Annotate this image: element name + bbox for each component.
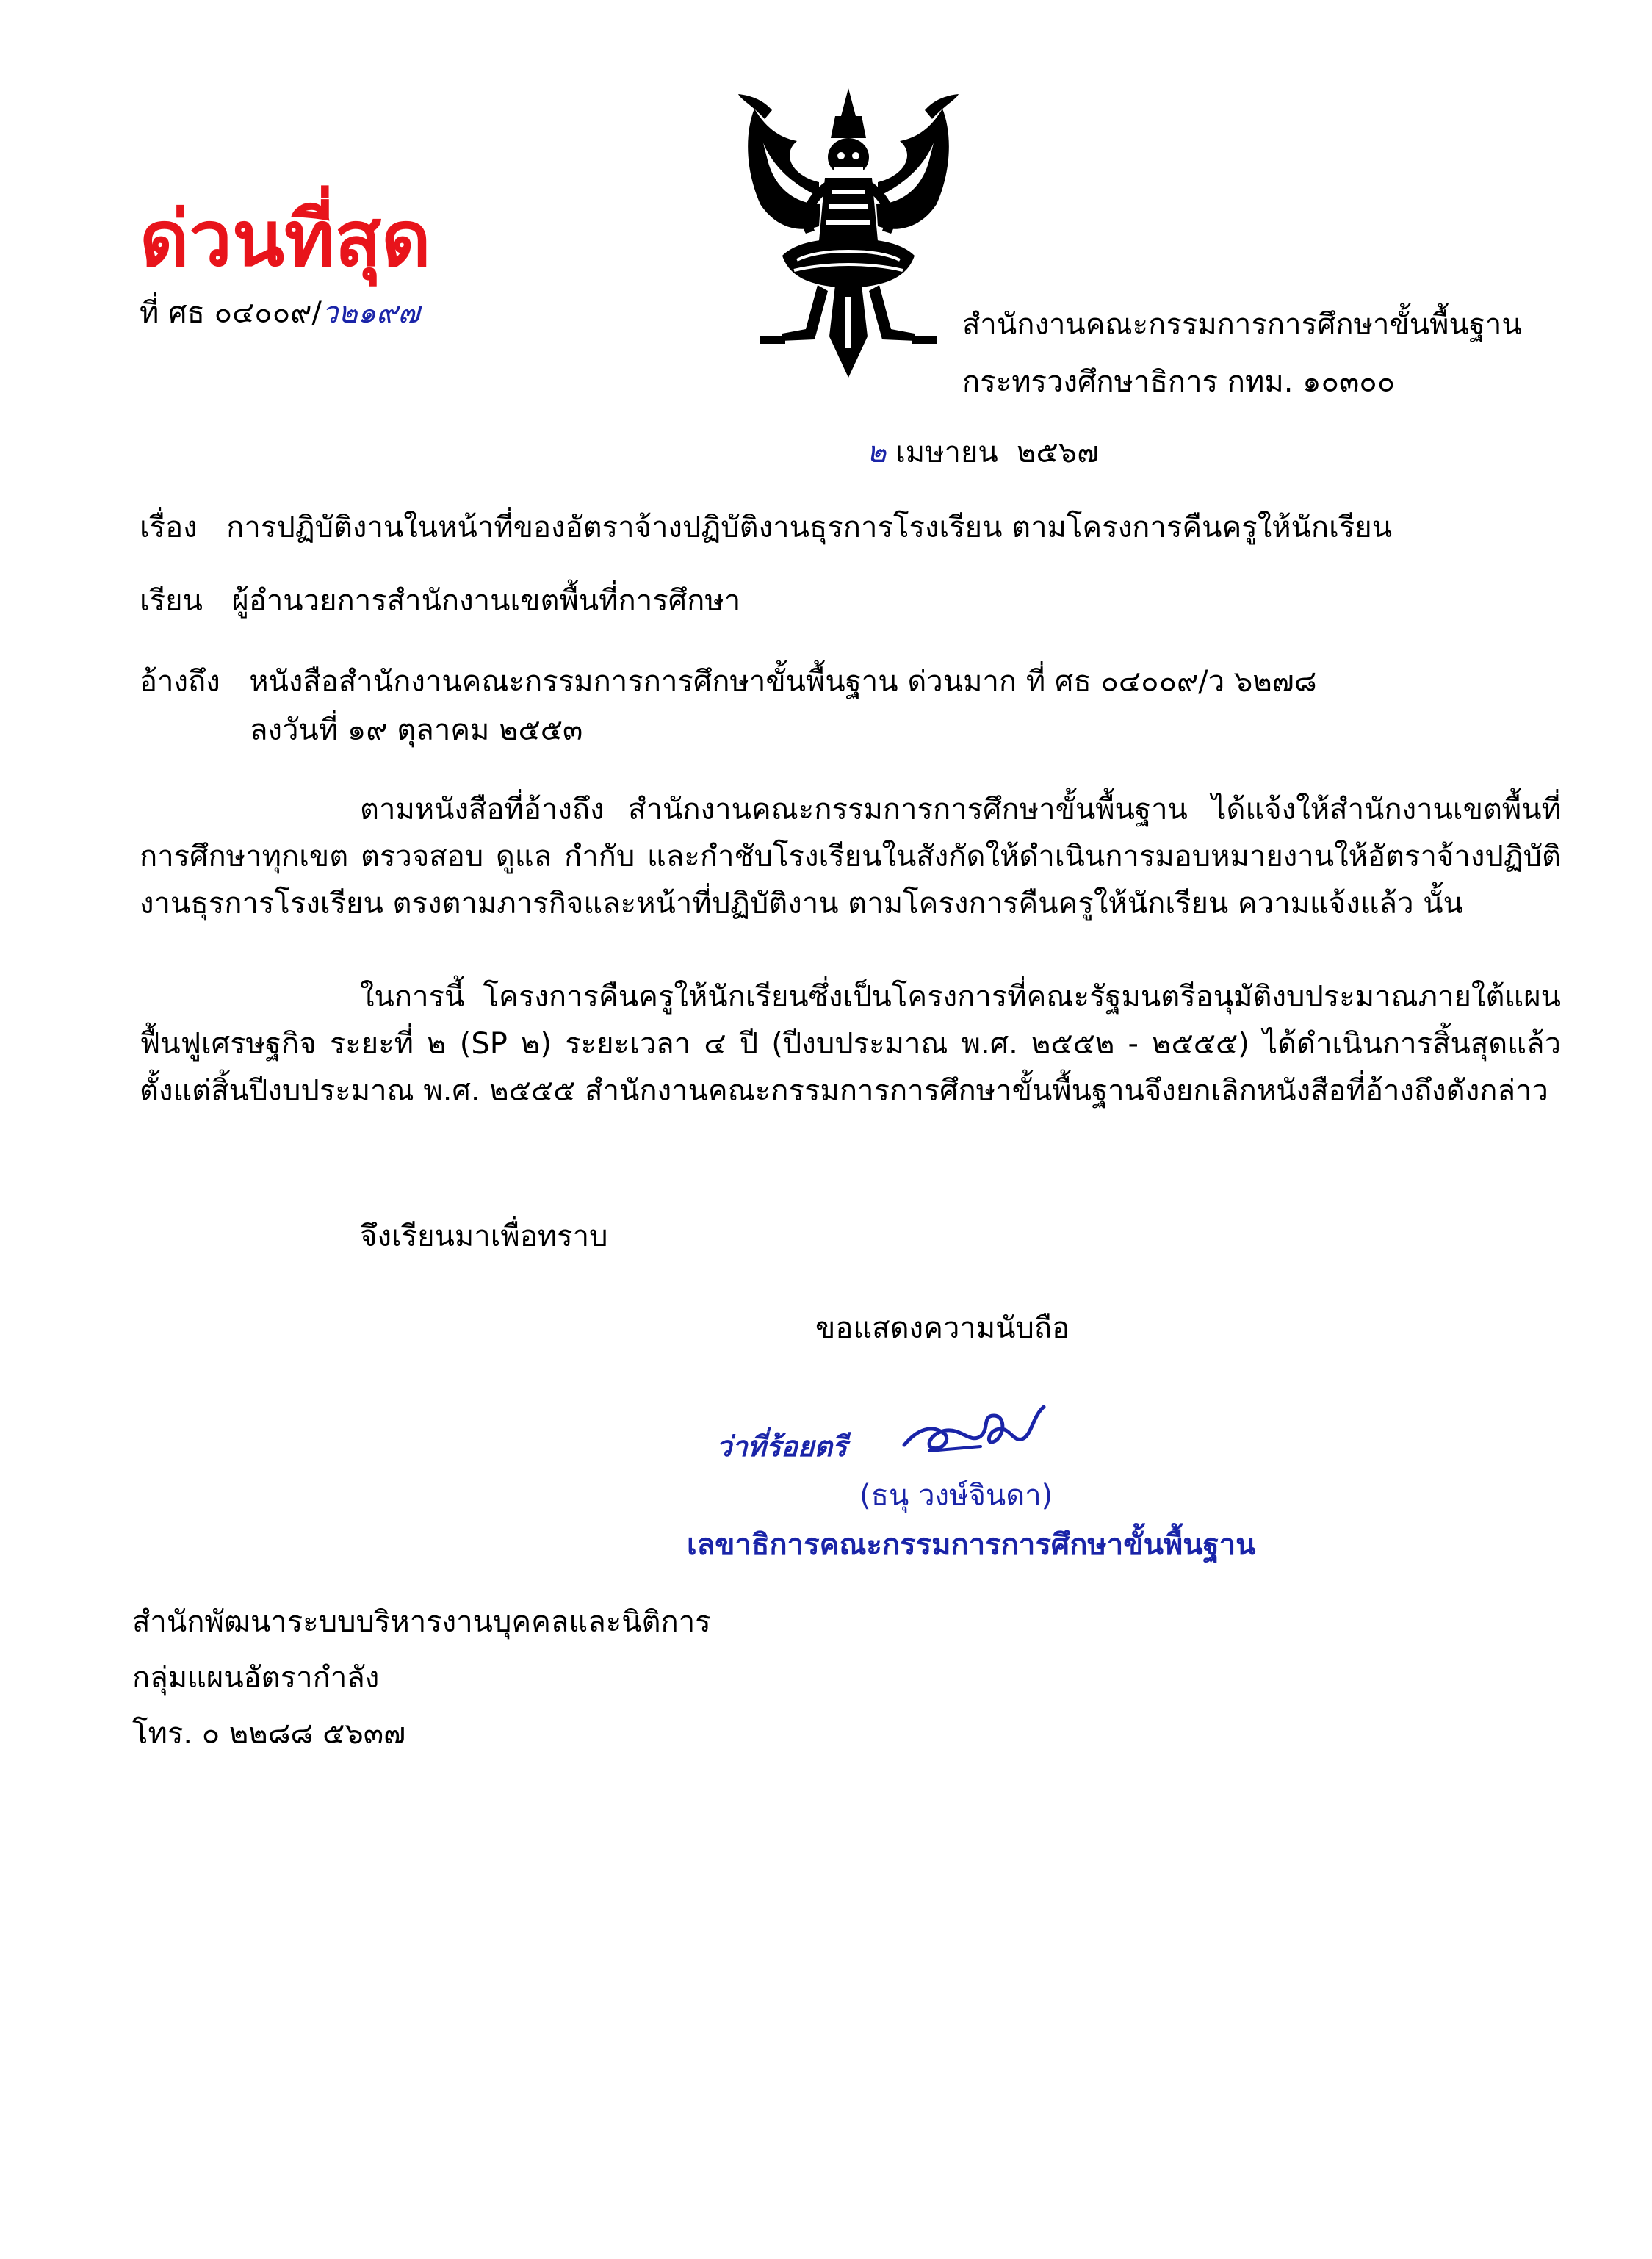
subject-text: การปฏิบัติงานในหน้าที่ของอัตราจ้างปฏิบัติงานธุรการโรงเรียน ตามโครงการคืนครูให้นักเรียน [226, 511, 1393, 544]
body-paragraph-1 [140, 786, 1561, 927]
body-paragraph-2 [140, 973, 1561, 1114]
issuing-office-address: กระทรวงศึกษาธิการ กทม. ๑๐๓๐๐ [962, 365, 1396, 399]
garuda-emblem-icon [738, 87, 959, 381]
signatory-name: (ธนุ วงษ์จินดา) [859, 1479, 1053, 1513]
footer-group: กลุ่มแผนอัตรากำลัง [132, 1661, 380, 1695]
signatory-title: เลขาธิการคณะกรรมการการศึกษาขั้นพื้นฐาน [687, 1528, 1256, 1562]
footer-phone: โทร. ๐ ๒๒๘๘ ๕๖๓๗ [132, 1717, 406, 1751]
closing-sentence: จึงเรียนมาเพื่อทราบ [360, 1219, 608, 1253]
signatory-rank: ว่าที่ร้อยตรี [716, 1430, 848, 1463]
urgency-stamp: ด่วนที่สุด [140, 194, 431, 284]
regards-line: ขอแสดงความนับถือ [815, 1311, 1070, 1345]
date-day-handwritten: ๒ [867, 436, 887, 469]
footer-department: สำนักพัฒนาระบบบริหารงานบุคคลและนิติการ [132, 1605, 711, 1639]
issuing-office-name: สำนักงานคณะกรรมการการศึกษาขั้นพื้นฐาน [962, 308, 1522, 342]
document-number [140, 292, 419, 334]
subject-label: เรื่อง [140, 511, 198, 544]
recipient-label: เรียน [140, 584, 203, 618]
reference-label: อ้างถึง [140, 665, 220, 699]
letter-date [867, 432, 1099, 473]
body-paragraph-1-text: ตามหนังสือที่อ้างถึง สำนักงานคณะกรรมการการศึกษาขั้นพื้นฐาน ได้แจ้งให้สำนักงานเขตพื้นที่การศึกษาทุกเขต ตรวจสอบ ดูแล กำกับ และกำชับโรงเรียนในสังกัดให้ดำเนินการมอบหมายงานให้อัตราจ้างปฏิบัติงานธุรการโรงเรียน ตรงตามภารกิจและหน้าที่ปฏิบัติงาน ตามโครงการคืนครูให้นักเรียน ความแจ้งแล้ว นั้น [140, 793, 1561, 920]
recipient-text: ผู้อำนวยการสำนักงานเขตพื้นที่การศึกษา [231, 584, 741, 618]
reference-date: ลงวันที่ ๑๙ ตุลาคม ๒๕๕๓ [250, 713, 583, 747]
reference-text: หนังสือสำนักงานคณะกรรมการการศึกษาขั้นพื้นฐาน ด่วนมาก ที่ ศธ ๐๔๐๐๙/ว ๖๒๗๘ [249, 665, 1317, 699]
body-paragraph-2-text: ในการนี้ โครงการคืนครูให้นักเรียนซึ่งเป็นโครงการที่คณะรัฐมนตรีอนุมัติงบประมาณภายใต้แผนฟื้นฟูเศรษฐกิจ ระยะที่ ๒ (SP ๒) ระยะเวลา ๔ ปี (ปีงบประมาณ พ.ศ. ๒๕๕๒ - ๒๕๕๕) ได้ดำเนินการสิ้นสุดแล้ว ตั้งแต่สิ้นปีงบประมาณ พ.ศ. ๒๕๕๕ สำนักงานคณะกรรมการการศึกษาขั้นพื้นฐานจึงยกเลิกหนังสือที่อ้างถึงดังกล่าว [140, 980, 1561, 1108]
recipient-line [140, 580, 740, 622]
date-month-year: เมษายน ๒๕๖๗ [886, 436, 1100, 469]
subject-line [140, 507, 1392, 548]
reference-line [140, 661, 1317, 702]
document-number-prefix: ที่ ศธ ๐๔๐๐๙/ [140, 296, 322, 330]
handwritten-signature-icon [900, 1399, 1054, 1466]
document-number-handwritten: ว๒๑๙๗ [321, 296, 420, 330]
